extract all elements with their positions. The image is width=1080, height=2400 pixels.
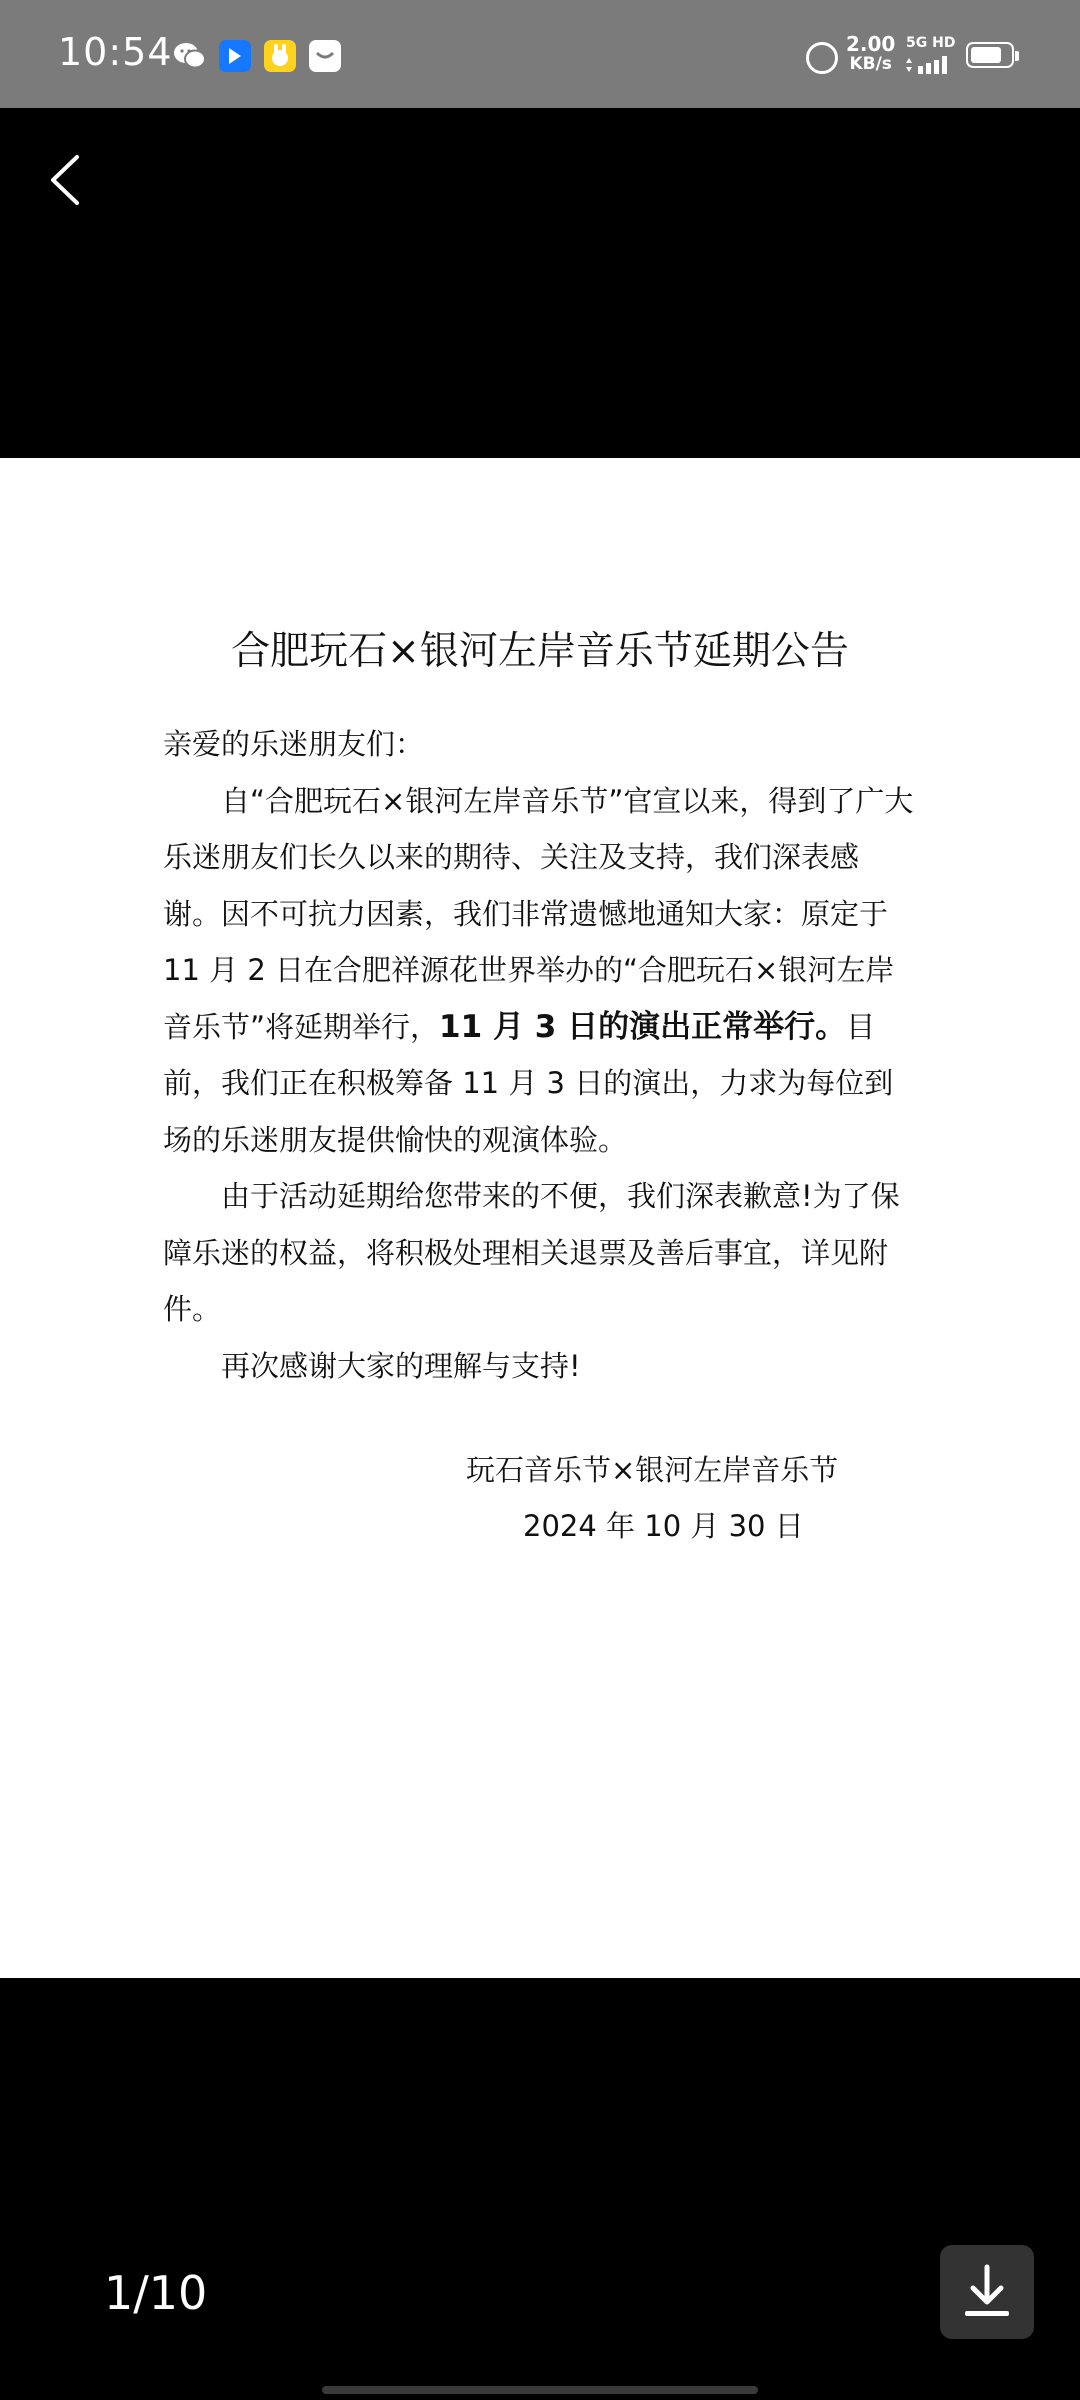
back-button[interactable]: [40, 150, 90, 210]
paragraph-1-start: 自“合肥玩石×银河左岸音乐节”官宣以来，得到了广大乐迷朋友们长久以来的期待、关注及支持，我们深表感谢。因不可抗力因素，我们非常遗憾地通知大家：原定于 11 月 2 日在合肥祥源花世界举办的“合肥玩石×银河左岸音乐节”将延期举行，: [163, 783, 914, 1044]
app-icon-yellow: [264, 40, 296, 72]
chevron-left-icon: [47, 153, 83, 207]
network-speed: [846, 34, 895, 74]
wechat-icon: [173, 40, 205, 72]
network-speed-unit: KB/s: [849, 54, 892, 74]
home-indicator[interactable]: [322, 2386, 758, 2394]
paragraph-3: 再次感谢大家的理解与支持!: [221, 1348, 581, 1383]
paragraph-2: 由于活动延期给您带来的不便，我们深表歉意!为了保障乐迷的权益，将积极处理相关退票及善后事宜，详见附件。: [163, 1179, 900, 1326]
paragraph-1-bold: 11 月 3 日的演出正常举行。: [439, 1008, 847, 1045]
download-button[interactable]: [940, 2245, 1034, 2339]
alarm-icon: [806, 42, 838, 74]
signature-date: 2024 年 10 月 30 日: [523, 1509, 804, 1543]
greeting: 亲爱的乐迷朋友们：: [163, 727, 425, 761]
status-time: 10:54: [58, 30, 173, 74]
app-icon-mail: [309, 40, 341, 72]
paragraph-1: [163, 773, 915, 1169]
app-icon-blue: [219, 40, 251, 72]
network-type-label: 5G HD: [906, 35, 956, 51]
paragraph-1-end: 目前，我们正在积极筹备 11 月 3 日的演出，力求为每位到场的乐迷朋友提供愉快的观演体验。: [163, 1009, 894, 1157]
signature-org: 玩石音乐节×银河左岸音乐节: [466, 1453, 839, 1487]
document-title: 合肥玩石×银河左岸音乐节延期公告: [231, 629, 849, 674]
page-counter: 1/10: [104, 2266, 208, 2320]
download-icon: [961, 2263, 1013, 2321]
network-speed-value: 2.00: [846, 32, 896, 56]
battery-icon: [966, 42, 1014, 68]
document-body: [163, 716, 915, 1394]
status-bar: [0, 0, 1080, 108]
document-page[interactable]: [0, 458, 1080, 1978]
signal-icon: [906, 36, 955, 51]
